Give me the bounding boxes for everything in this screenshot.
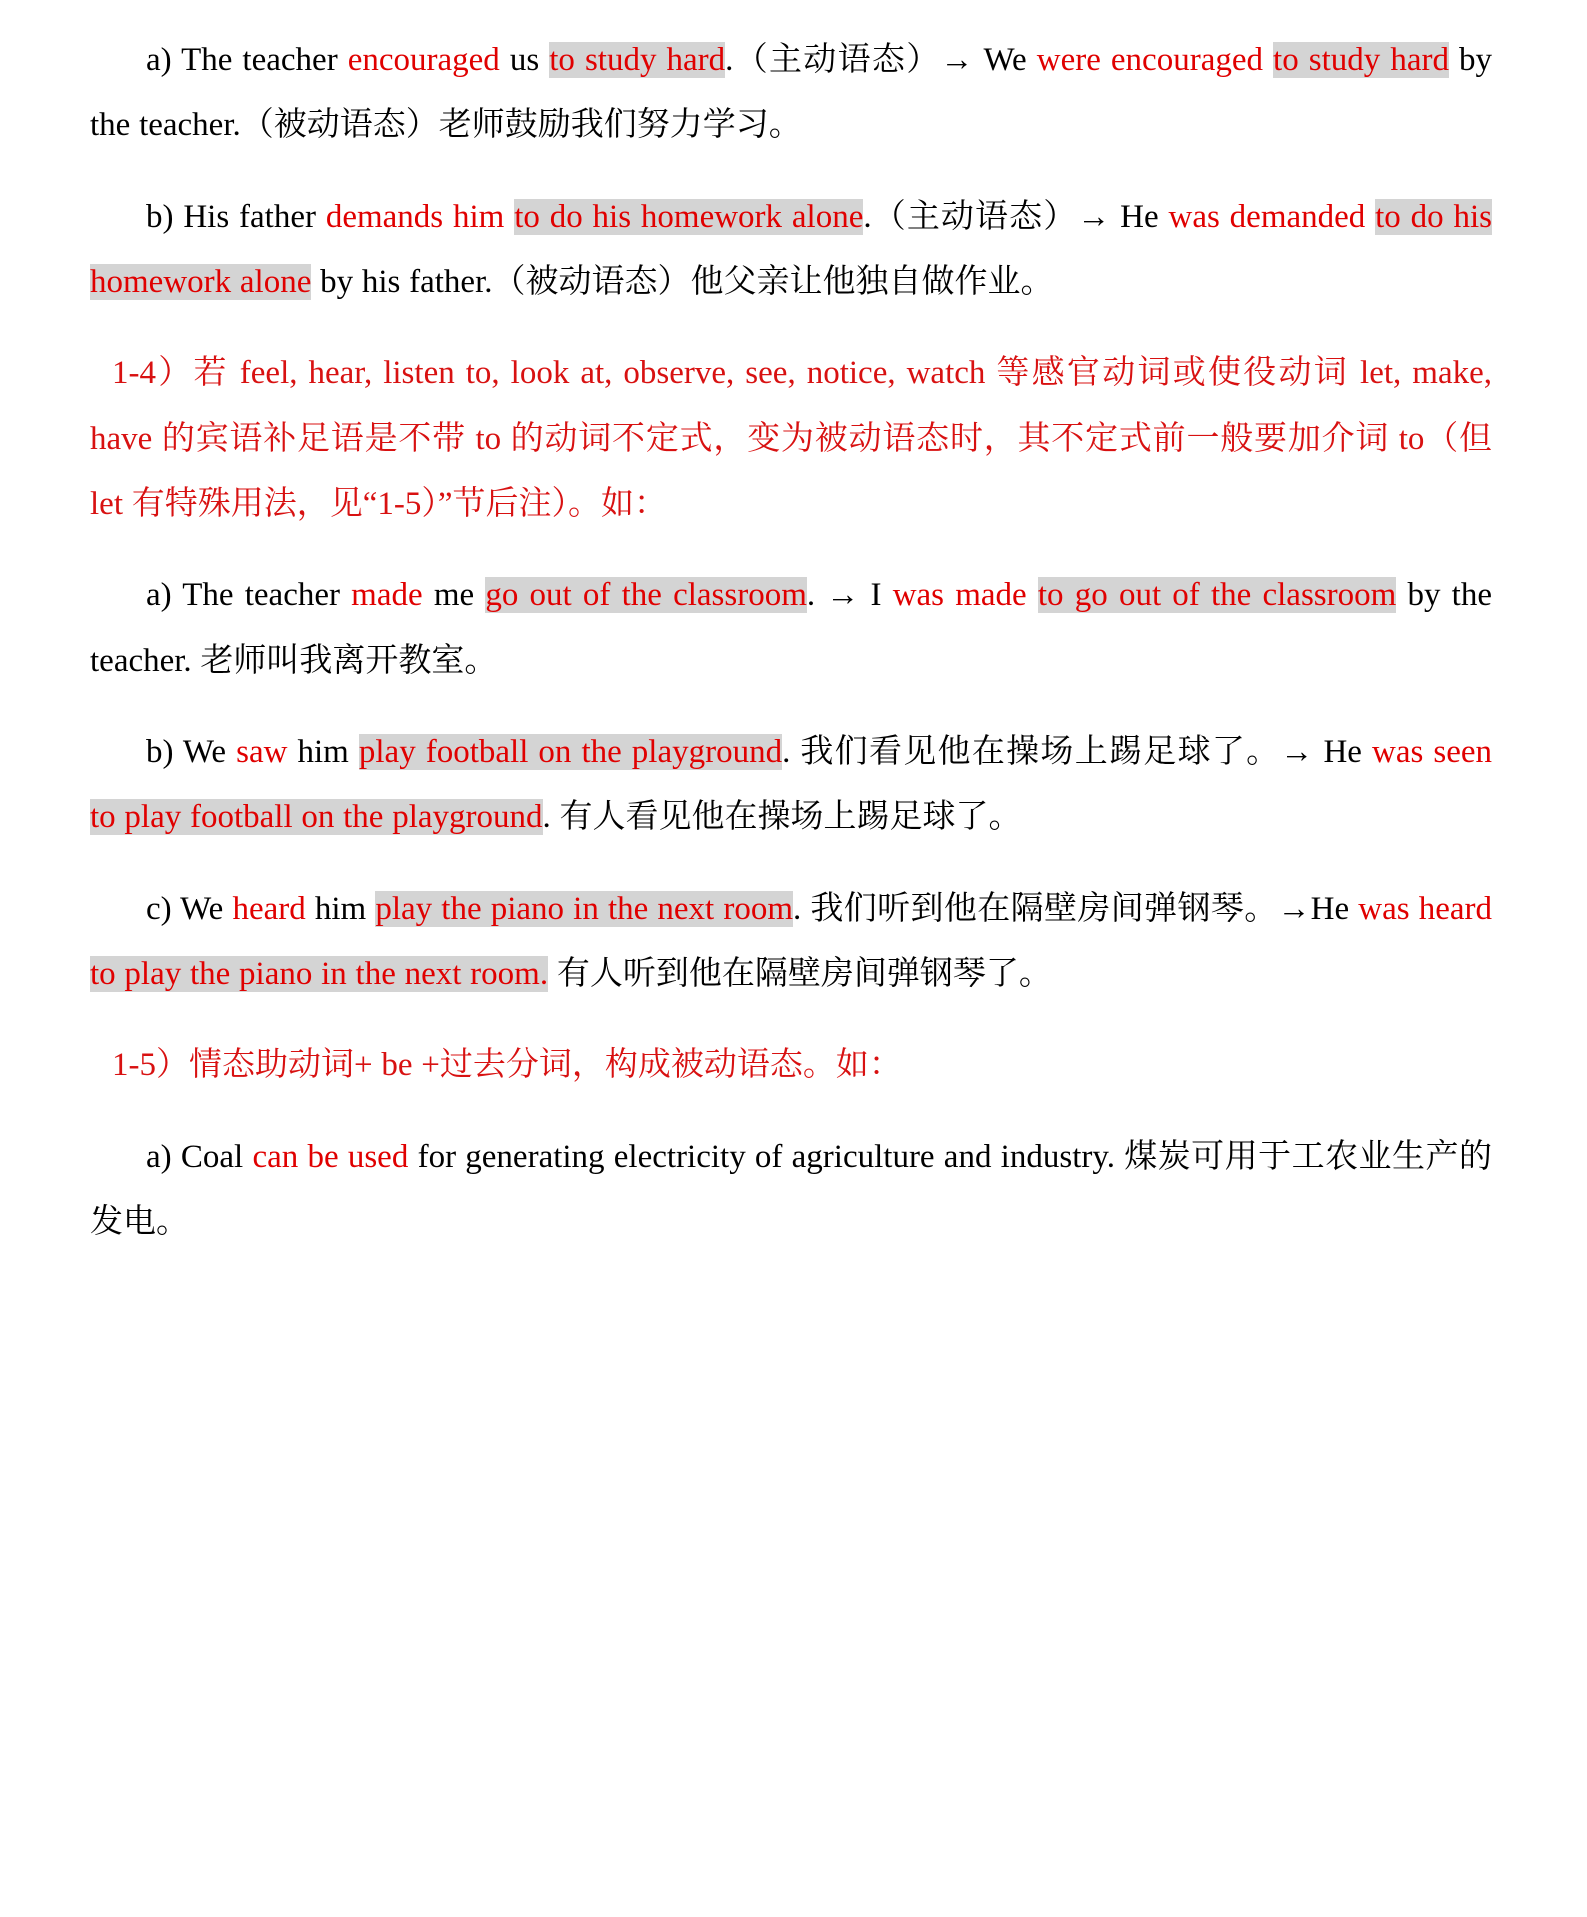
text-segment: us xyxy=(499,42,550,78)
text-segment: 有人听到他在隔壁房间弹钢琴了。 xyxy=(548,955,1052,992)
paragraph-example-2a xyxy=(90,563,1492,694)
document-body xyxy=(90,28,1492,1255)
text-segment: to go out of the classroom xyxy=(1037,577,1397,614)
text-segment: b) His father xyxy=(146,198,326,235)
text-segment: was made xyxy=(892,577,1027,614)
paragraph-example-1b xyxy=(90,185,1492,316)
text-segment: . 我们看见他在操场上踢足球了。→ He xyxy=(782,733,1372,770)
text-segment: . 有人看见他在操场上踢足球了。 xyxy=(542,799,1022,836)
text-segment: me xyxy=(422,577,486,614)
text-segment: 1-4）若 feel, hear, listen to, look at, observe, see, notice, watch 等感官动词或使役动词 let, make, have 的宾语补足语是不带 to 的动词不定式，变为被动语态时，其不定式前一般要加介词 to（但 let 有特殊用法，见“1-5）”节后注）。如： xyxy=(90,355,1492,522)
text-segment: for generating electricity of agriculture and industry. 煤炭可用于工农业生产的发电。 xyxy=(90,1138,1492,1240)
text-segment: . 我们听到他在隔壁房间弹钢琴。→He xyxy=(793,890,1359,927)
text-segment: by the teacher.（被动语态）老师鼓励我们努力学习。 xyxy=(90,42,1493,144)
text-segment: him xyxy=(287,733,359,770)
text-segment: a) The teacher xyxy=(146,42,348,78)
text-segment: was demanded xyxy=(1168,198,1366,235)
text-segment xyxy=(1365,199,1375,235)
text-segment: c) We xyxy=(146,890,233,927)
text-segment: to play the piano in the next room. xyxy=(90,955,549,992)
text-segment: can be used xyxy=(252,1138,409,1175)
text-segment: .（主动语态）→ He xyxy=(863,198,1169,235)
text-segment: heard xyxy=(232,890,306,927)
text-segment xyxy=(504,199,514,235)
text-segment: to study hard xyxy=(549,42,726,78)
text-segment: b) We xyxy=(146,733,237,770)
text-segment: to study hard xyxy=(1273,42,1449,78)
text-segment: to do his homework alone xyxy=(90,198,1493,300)
text-segment: made xyxy=(351,577,423,614)
text-segment xyxy=(1263,42,1273,78)
paragraph-example-1a xyxy=(90,28,1492,159)
text-segment: was seen xyxy=(1372,733,1492,770)
text-segment: him xyxy=(305,890,376,927)
text-segment: 1-5）情态助动词+ be +过去分词，构成被动语态。如： xyxy=(112,1047,902,1084)
text-segment: a) Coal xyxy=(146,1138,253,1175)
text-segment: were encouraged xyxy=(1036,42,1263,78)
paragraph-example-2c xyxy=(90,877,1492,1008)
text-segment: was heard xyxy=(1358,890,1492,927)
text-segment: encouraged xyxy=(347,42,500,78)
text-segment: play the piano in the next room xyxy=(375,890,794,927)
paragraph-example-2b xyxy=(90,720,1492,851)
text-segment: by the teacher. 老师叫我离开教室。 xyxy=(90,577,1492,679)
text-segment: . → I xyxy=(806,577,893,614)
text-segment: a) The teacher xyxy=(146,577,352,614)
text-segment: demands him xyxy=(325,198,505,235)
paragraph-example-3a xyxy=(90,1125,1492,1256)
text-segment: play football on the playground xyxy=(358,733,783,770)
text-segment xyxy=(1027,577,1038,613)
text-segment: to play football on the playground xyxy=(90,799,543,836)
text-segment: to do his homework alone xyxy=(514,198,864,235)
text-segment: saw xyxy=(236,733,288,770)
text-segment: .（主动语态）→ We xyxy=(725,42,1037,78)
paragraph-rule-1-4 xyxy=(90,341,1492,537)
paragraph-rule-1-5 xyxy=(90,1033,1492,1098)
text-segment: go out of the classroom xyxy=(485,577,807,614)
text-segment: by his father.（被动语态）他父亲让他独自做作业。 xyxy=(311,263,1054,300)
